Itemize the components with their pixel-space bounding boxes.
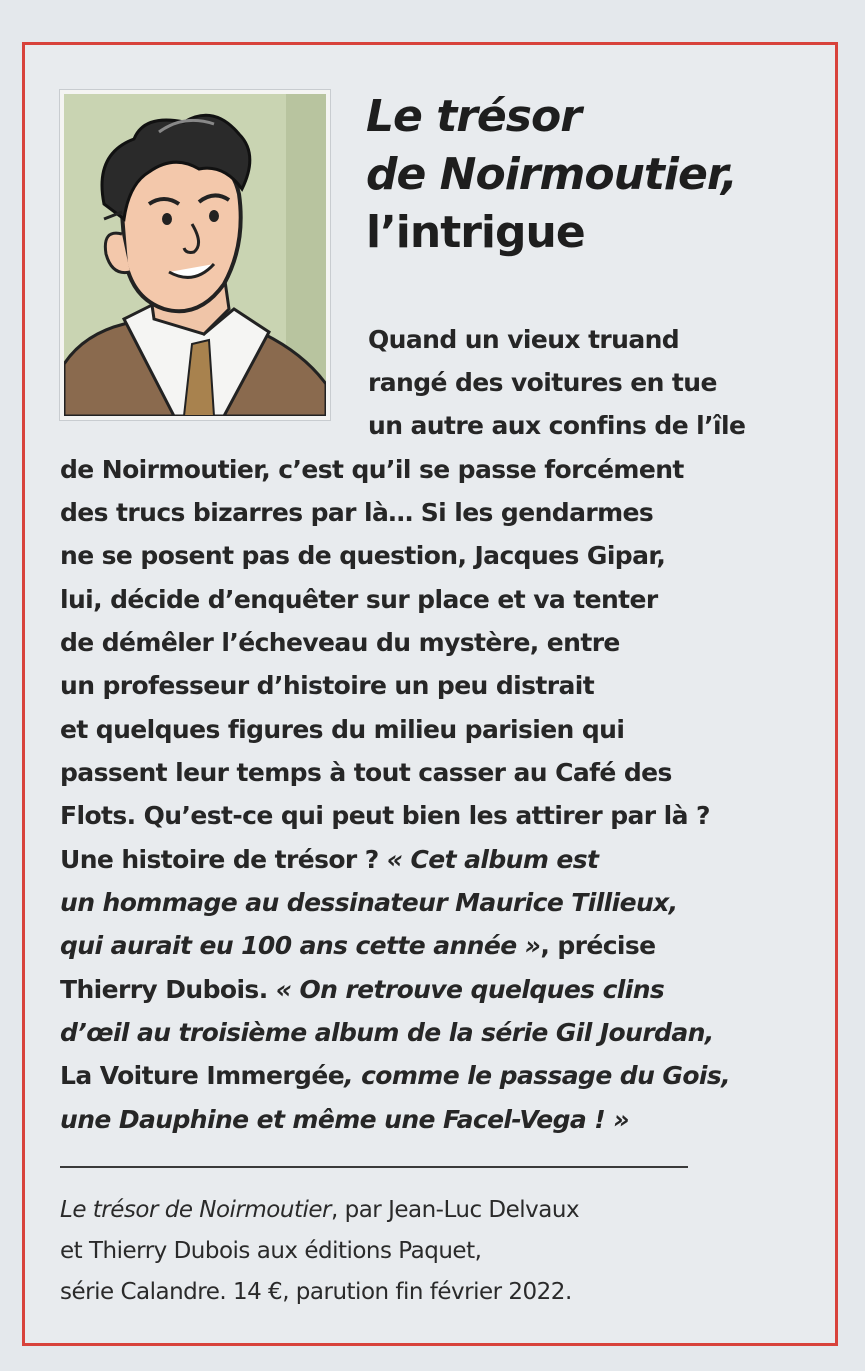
divider — [60, 1166, 688, 1168]
book-title: Le trésor de Noirmoutier — [60, 1197, 331, 1223]
body-line: des trucs bizarres par là… Si les gendarmes — [60, 498, 654, 527]
body-line — [60, 1105, 629, 1135]
body-line: passent leur temps à tout casser au Café des — [60, 758, 672, 787]
body-line: un autre aux confins de l’île — [368, 411, 746, 440]
body-line: et quelques figures du milieu parisien qui — [60, 715, 625, 744]
body-line: Flots. Qu’est-ce qui peut bien les attirer par là ? — [60, 801, 710, 830]
quote-text: une Dauphine et même une Facel-Vega ! » — [60, 1105, 629, 1134]
quote-text: , comme le passage du Gois, — [344, 1061, 731, 1090]
character-portrait — [60, 90, 330, 420]
body-line — [60, 1018, 714, 1048]
body-line: rangé des voitures en tue — [368, 368, 717, 397]
body-line — [60, 1061, 730, 1091]
credit-line — [60, 1196, 579, 1224]
body-line — [60, 931, 656, 961]
body-text: Thierry Dubois. — [60, 975, 276, 1004]
body-text: , précise — [540, 931, 656, 960]
body-text: La Voiture Immergée — [60, 1061, 345, 1090]
quote-text: un hommage au dessinateur Maurice Tillieux, — [60, 888, 678, 917]
body-line: lui, décide d’enquêter sur place et va tenter — [60, 585, 658, 614]
title-line-3: l’intrigue — [366, 207, 585, 258]
title-line-2: de Noirmoutier, — [366, 149, 737, 200]
quote-text: d’œil au troisième album de la série Gil Jourdan, — [60, 1018, 714, 1047]
body-line — [60, 975, 664, 1005]
quote-text: « On retrouve quelques clins — [275, 975, 665, 1004]
quote-text: qui aurait eu 100 ans cette année » — [60, 931, 541, 960]
body-line: un professeur d’histoire un peu distrait — [60, 671, 595, 700]
body-line: Quand un vieux truand — [368, 325, 680, 354]
body-line: de démêler l’écheveau du mystère, entre — [60, 628, 620, 657]
body-line — [60, 888, 678, 918]
body-line — [60, 845, 598, 875]
title-line-1: Le trésor — [366, 91, 581, 142]
portrait-illustration — [64, 94, 326, 416]
credit-text: , par Jean-Luc Delvaux — [330, 1197, 580, 1223]
body-text: Une histoire de trésor ? — [60, 845, 387, 874]
body-line: de Noirmoutier, c’est qu’il se passe forcément — [60, 455, 684, 484]
credit-line: et Thierry Dubois aux éditions Paquet, — [60, 1238, 482, 1264]
quote-text: « Cet album est — [386, 845, 599, 874]
article-title — [366, 88, 816, 262]
body-line: ne se posent pas de question, Jacques Gipar, — [60, 541, 666, 570]
credit-line: série Calandre. 14 €, parution fin février 2022. — [60, 1279, 572, 1305]
